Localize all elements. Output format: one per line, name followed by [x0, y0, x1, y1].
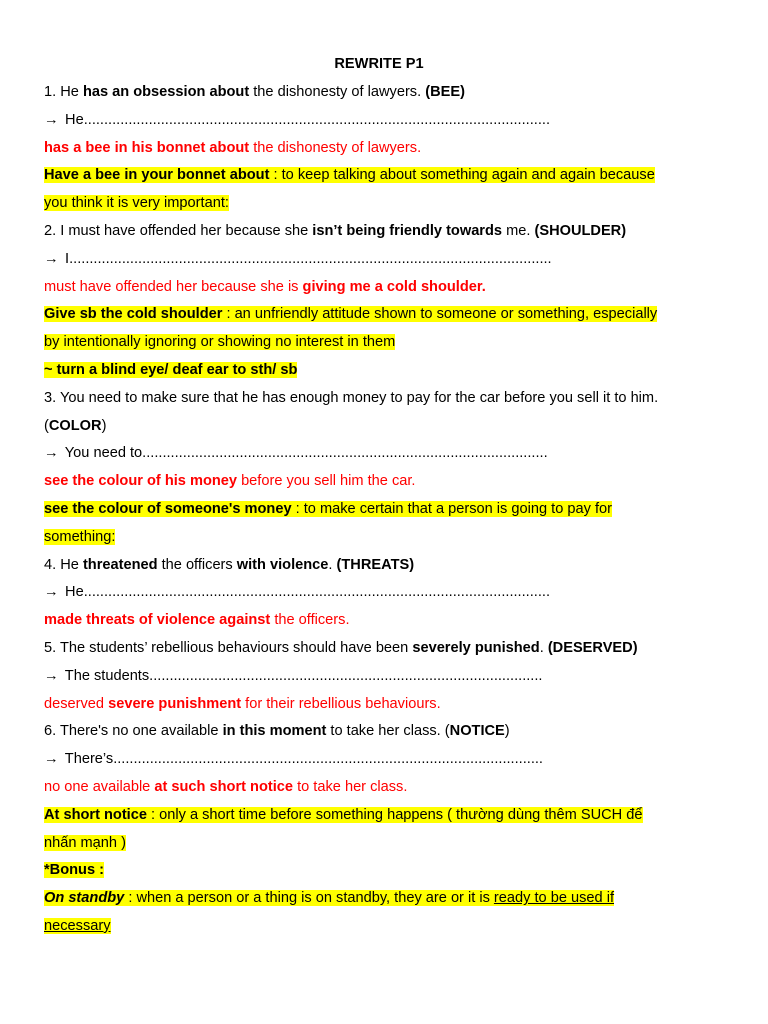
q4-dots: ...................................................................................................................	[83, 584, 550, 601]
bonus-label: *Bonus :	[44, 862, 104, 879]
q1-def-highlight	[44, 167, 655, 183]
q1-keyword: (BEE)	[425, 84, 465, 100]
q2-extra-text: ~ turn a blind eye/ deaf ear to sth/ sb	[44, 361, 298, 378]
q5-phrase: severely punished	[412, 639, 540, 656]
q3-definition-2	[44, 524, 714, 552]
question-6	[44, 718, 714, 746]
bonus-def-highlight	[44, 890, 614, 906]
q2-def-text: : an unfriendly attitude shown to someone or something, especially	[222, 306, 658, 323]
q1-def-term: Have a bee in your bonnet about	[44, 167, 270, 184]
q6-keyword: NOTICE	[449, 723, 505, 740]
q1-text: the dishonesty of lawyers.	[249, 84, 426, 100]
q6-answer-prompt	[44, 746, 714, 774]
q3-prompt: You need to	[61, 445, 143, 462]
q6-phrase: in this moment	[222, 723, 327, 740]
q2-answer-prompt	[44, 246, 714, 274]
q6-answer-rest: to take her class.	[293, 778, 408, 795]
q2-answer	[44, 274, 714, 302]
q3-def-highlight	[44, 501, 612, 517]
q2-text: me.	[502, 222, 535, 239]
q3-answer	[44, 468, 714, 496]
q3-dots: ....................................................................................................	[142, 445, 548, 462]
arrow-icon: →	[44, 250, 59, 267]
q1-def-text: : to keep talking about something again and again because	[269, 167, 655, 184]
q3-paren-open: (	[44, 417, 49, 434]
q3-answer-rest: before you sell him the car.	[237, 473, 416, 490]
q6-def-text-2: nhấn mạnh )	[44, 834, 126, 851]
page-title: REWRITE P1	[334, 56, 424, 72]
q6-text: 6. There's no one available	[44, 723, 223, 740]
q1-prompt: He	[61, 111, 84, 128]
q4-phrase: with violence	[236, 556, 329, 573]
bonus-definition-1	[44, 885, 714, 913]
arrow-icon: →	[44, 445, 59, 462]
arrow-icon: →	[44, 111, 59, 128]
q4-verb: threatened	[82, 556, 158, 573]
q2-keyword: (SHOULDER)	[534, 222, 627, 239]
q4-number: 4. He	[44, 556, 83, 573]
q5-dots: .................................................................................................	[149, 667, 543, 684]
q1-phrase: has an obsession about	[82, 84, 250, 100]
q4-text: the officers	[157, 556, 237, 573]
bonus-label-line	[44, 857, 714, 885]
q3-def-text: : to make certain that a person is going to pay for	[291, 500, 613, 517]
q3-paren-close: )	[101, 417, 107, 434]
q1-answer	[44, 135, 714, 163]
q2-dots: .......................................................................................................................	[69, 250, 552, 267]
q4-answer-rest: the officers.	[270, 612, 350, 629]
q6-text-2: to take her class. (	[326, 723, 450, 740]
q5-text: 5. The students’ rebellious behaviours should have been	[44, 639, 413, 656]
q4-answer	[44, 607, 714, 635]
q5-answer-start: deserved	[44, 695, 109, 712]
q4-answer-bold: made threats of violence against	[44, 612, 271, 629]
q2-def-text-2: by intentionally ignoring or showing no interest in them	[44, 334, 396, 351]
q1-dots: ...................................................................................................................	[83, 111, 550, 128]
q5-period: .	[539, 639, 548, 656]
q1-answer-prompt	[44, 107, 714, 135]
q5-answer-prompt	[44, 663, 714, 691]
question-3	[44, 385, 714, 413]
bonus-definition-2	[44, 913, 714, 941]
q6-definition-2	[44, 830, 714, 858]
q2-def-term: Give sb the cold shoulder	[44, 306, 223, 323]
q1-definition-1	[44, 162, 714, 190]
q2-definition-1	[44, 301, 714, 329]
q2-definition-2	[44, 329, 714, 357]
q2-answer-start: must have offended her because she is	[44, 278, 303, 295]
q3-definition-1	[44, 496, 714, 524]
q6-answer-start: no one available	[44, 778, 155, 795]
q6-answer-bold: at such short notice	[154, 778, 294, 795]
bonus-term: On standby	[44, 890, 125, 907]
q6-def-term: At short notice	[44, 806, 147, 823]
q5-answer	[44, 691, 714, 719]
q4-keyword: (THREATS)	[336, 556, 415, 573]
q2-phrase: isn’t being friendly towards	[312, 222, 503, 239]
q5-answer-rest: for their rebellious behaviours.	[241, 695, 441, 712]
q6-def-highlight	[44, 807, 643, 823]
q5-answer-bold: severe punishment	[108, 695, 242, 712]
q1-number: 1. He	[44, 84, 83, 100]
q3-answer-bold: see the colour of his money	[44, 473, 238, 490]
q2-def-highlight	[44, 306, 657, 322]
q4-prompt: He	[61, 584, 84, 601]
q3-keyword: COLOR	[48, 417, 102, 434]
question-2	[44, 218, 714, 246]
arrow-icon: →	[44, 751, 59, 768]
q3-keyword-line	[44, 413, 714, 441]
q2-answer-bold: giving me a cold shoulder.	[302, 278, 486, 295]
q1-def-text-2: you think it is very important:	[44, 195, 229, 212]
document-page	[44, 52, 714, 941]
q6-definition-1	[44, 802, 714, 830]
q6-def-text: : only a short time before something happens ( thường dùng thêm SUCH để	[146, 806, 643, 823]
bonus-underlined-2: necessary	[44, 917, 111, 934]
arrow-icon: →	[44, 584, 59, 601]
q2-number: 2. I must have offended her because she	[44, 222, 313, 239]
q6-dots: ..........................................................................................................	[113, 751, 543, 768]
q3-answer-prompt	[44, 440, 714, 468]
q3-def-text-2: something:	[44, 528, 116, 545]
question-5	[44, 635, 714, 663]
question-4	[44, 552, 714, 580]
q6-paren-close: )	[504, 723, 510, 740]
q1-definition-2	[44, 190, 714, 218]
bonus-text: : when a person or a thing is on standby, they are or it is	[124, 890, 494, 907]
bonus-underlined-1: ready to be used if	[493, 890, 614, 907]
q4-answer-prompt	[44, 579, 714, 607]
q2-extra	[44, 357, 714, 385]
q5-prompt: The students	[61, 667, 150, 684]
q6-prompt: There’s	[61, 751, 114, 768]
q6-answer	[44, 774, 714, 802]
q5-keyword: (DESERVED)	[547, 639, 638, 656]
q4-period: .	[328, 556, 337, 573]
arrow-icon: →	[44, 667, 59, 684]
q1-answer-rest: the dishonesty of lawyers.	[249, 139, 422, 156]
q2-prompt: I	[61, 250, 70, 267]
question-1	[44, 79, 714, 107]
q3-text: 3. You need to make sure that he has enough money to pay for the car before you sell it to him.	[44, 389, 659, 406]
q1-answer-bold: has a bee in his bonnet about	[44, 139, 250, 156]
q3-def-term: see the colour of someone's money	[44, 500, 292, 517]
